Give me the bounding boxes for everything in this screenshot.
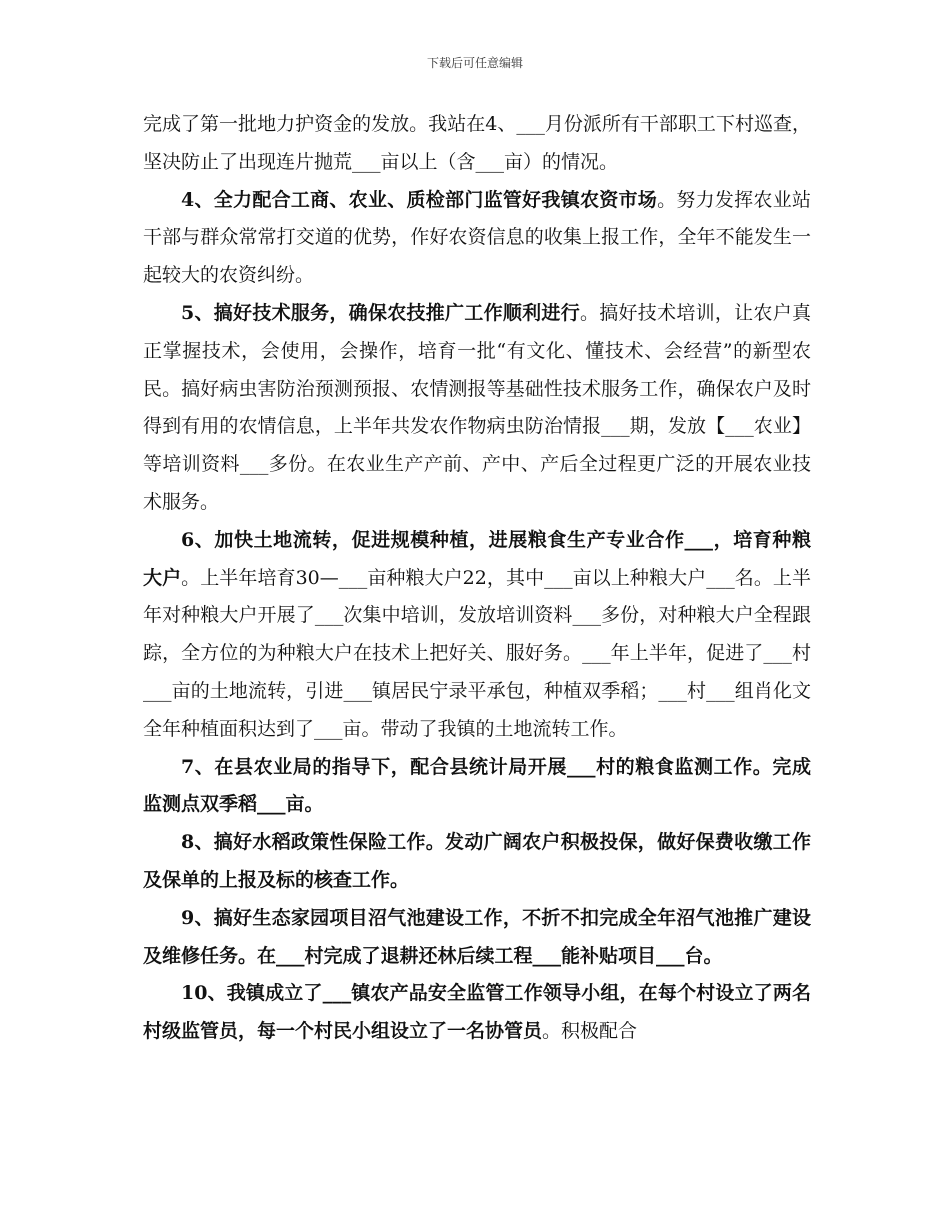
paragraph-heading: 9、搞好生态家园项目沼气池建设工作，不折不扣完成全年沼气池推广建设及维修任务。在___村完成了退耕还林后续工程___能补贴项目___台。: [143, 906, 811, 967]
paragraph-text: 。努力发挥农业站干部与群众常常打交道的优势，作好农资信息的收集上报工作，全年不能发生一起较大的农资纠纷。: [143, 188, 811, 287]
paragraph-continuation: [143, 106, 811, 182]
paragraph-heading: 6、加快土地流转，促进规模种植，进展粮食生产专业合作___，培育种粮大户: [143, 528, 811, 589]
paragraph-item-6: [143, 522, 811, 749]
paragraph-text: 。搞好技术培训，让农户真正掌握技术，会使用，会操作，培育一批“有文化、懂技术、会经营”的新型农民。搞好病虫害防治预测预报、农情测报等基础性技术服务工作，确保农户及时得到有用的农情信息，上半年共发农作物病虫防治情报___期，发放【___农业】等培训资料___多份。在农业生产产前、产中、产后全过程更广泛的开展农业技术服务。: [143, 301, 811, 513]
page-header: 下载后可任意编辑: [426, 56, 523, 70]
paragraph-heading: 10、我镇成立了___镇农产品安全监管工作领导小组，在每个村设立了两名村级监管员，每一个村民小组设立了一名协管员: [143, 982, 811, 1043]
paragraph-heading: 7、在县农业局的指导下，配合县统计局开展___村的粮食监测工作。完成监测点双季稻___亩。: [143, 755, 811, 816]
paragraph-heading: 8、搞好水稻政策性保险工作。发动广阔农户积极投保，做好保费收缴工作及保单的上报及标的核查工作。: [143, 831, 811, 891]
paragraph-heading: 4、全力配合工商、农业、质检部门监管好我镇农资市场: [181, 188, 658, 211]
paragraph-text: 。上半年培育30—___亩种粮大户22，其中___亩以上种粮大户___名。上半年对种粮大户开展了___次集中培训，发放培训资料___多份，对种粮大户全程跟踪，全方位的为种粮大户在技术上把好关、服好务。___年上半年，促进了___村___亩的土地流转，引进___镇居民宁录平承包，种植双季稻；___村___组肖化文全年种植面积达到了___亩。带动了我镇的土地流转工作。: [143, 566, 811, 740]
paragraph-item-8: [143, 824, 811, 900]
paragraph-item-10: [143, 975, 811, 1051]
paragraph-heading: 5、搞好技术服务，确保农技推广工作顺利进行: [181, 301, 580, 324]
paragraph-item-5: [143, 295, 811, 522]
paragraph-text: 完成了第一批地力护资金的发放。我站在4、___月份派所有干部职工下村巡查，坚决防止了出现连片抛荒___亩以上（含___亩）的情况。: [143, 113, 811, 173]
paragraph-item-7: [143, 749, 811, 825]
paragraph-text: 。积极配合: [542, 1020, 638, 1043]
paragraph-item-4: [143, 182, 811, 295]
document-body: [143, 106, 811, 1051]
paragraph-item-9: [143, 900, 811, 976]
